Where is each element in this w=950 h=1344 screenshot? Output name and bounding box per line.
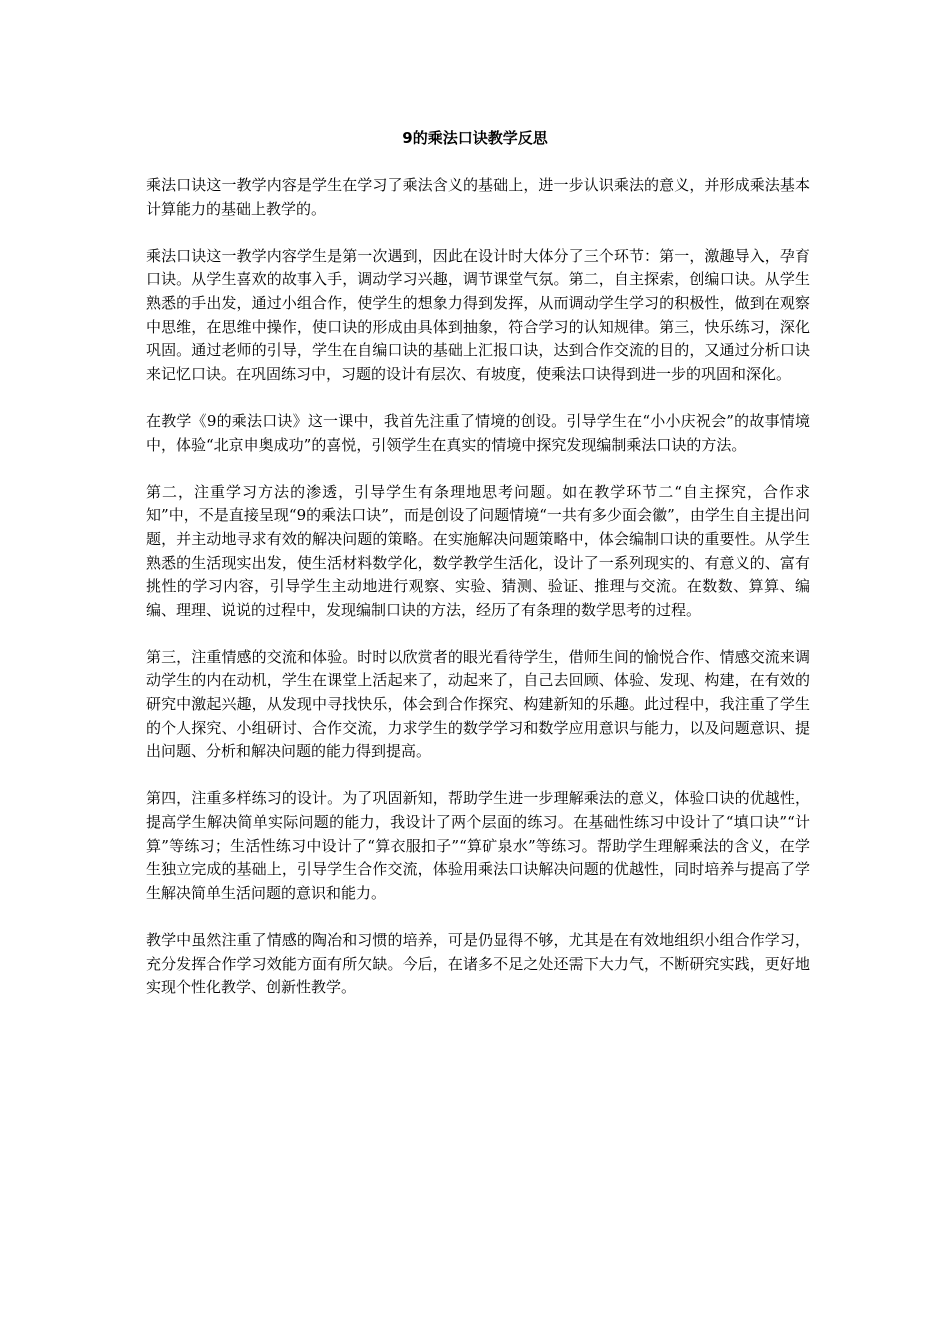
paragraph: 第三，注重情感的交流和体验。时时以欣赏者的眼光看待学生，借师生间的愉悦合作、情感交流来调动学生的内在动机，学生在课堂上活起来了，动起来了，自己去回顾、体验、发现、构建，在有效的研究中激起兴趣，从发现中寻找快乐，体会到合作探究、构建新知的乐趣。此过程中，我注重了学生的个人探究、小组研讨、合作交流，力求学生的数学学习和数学应用意识与能力，以及问题意识、提出问题、分析和解决问题的能力得到提高。 [146,647,810,761]
paragraph: 乘法口诀这一教学内容是学生在学习了乘法含义的基础上，进一步认识乘法的意义，并形成乘法基本计算能力的基础上教学的。 [146,176,810,218]
paragraph: 第二，注重学习方法的渗透，引导学生有条理地思考问题。如在教学环节二“自主探究，合作求知”中，不是直接呈现“9的乘法口诀”，而是创设了问题情境“一共有多少面会徽”，由学生自主提出问题，并主动地寻求有效的解决问题的策略。在实施解决问题策略中，体会编制口诀的重要性。从学生熟悉的生活现实出发，使生活材料数学化，数学教学生活化，设计了一系列现实的、有意义的、富有挑性的学习内容，引导学生主动地进行观察、实验、猜测、验证、推理与交流。在数数、算算、编编、理理、说说的过程中，发现编制口诀的方法，经历了有条理的数学思考的过程。 [146,482,810,619]
paragraph: 在教学《9的乘法口诀》这一课中，我首先注重了情境的创设。引导学生在“小小庆祝会”的故事情境中，体验“北京申奥成功”的喜悦，引领学生在真实的情境中探究发现编制乘法口诀的方法。 [146,411,810,454]
document-title: 9的乘法口诀教学反思 [402,129,548,147]
paragraph: 第四，注重多样练习的设计。为了巩固新知，帮助学生进一步理解乘法的意义，体验口诀的优越性，提高学生解决简单实际问题的能力，我设计了两个层面的练习。在基础性练习中设计了“填口诀”“计算”等练习；生活性练习中设计了“算衣服扣子”“算矿泉水”等练习。帮助学生理解乘法的含义，在学生独立完成的基础上，引导学生合作交流，体验用乘法口诀解决问题的优越性，同时培养与提高了学生解决简单生活问题的意识和能力。 [146,789,810,902]
paragraph: 教学中虽然注重了情感的陶冶和习惯的培养，可是仍显得不够，尤其是在有效地组织小组合作学习，充分发挥合作学习效能方面有所欠缺。今后，在诸多不足之处还需下大力气，不断研究实践，更好地实现个性化教学、创新性教学。 [146,931,810,997]
document-body [146,174,810,1023]
paragraph: 乘法口诀这一教学内容学生是第一次遇到，因此在设计时大体分了三个环节：第一，激趣导入，孕育口诀。从学生喜欢的故事入手，调动学习兴趣，调节课堂气氛。第二，自主探索，创编口诀。从学生熟悉的手出发，通过小组合作，使学生的想象力得到发挥，从而调动学生学习的积极性，做到在观察中思维，在思维中操作，使口诀的形成由具体到抽象，符合学习的认知规律。第三，快乐练习，深化巩固。通过老师的引导，学生在自编口诀的基础上汇报口诀，达到合作交流的目的，又通过分析口诀来记忆口诀。在巩固练习中，习题的设计有层次、有坡度，使乘法口诀得到进一步的巩固和深化。 [146,246,810,383]
